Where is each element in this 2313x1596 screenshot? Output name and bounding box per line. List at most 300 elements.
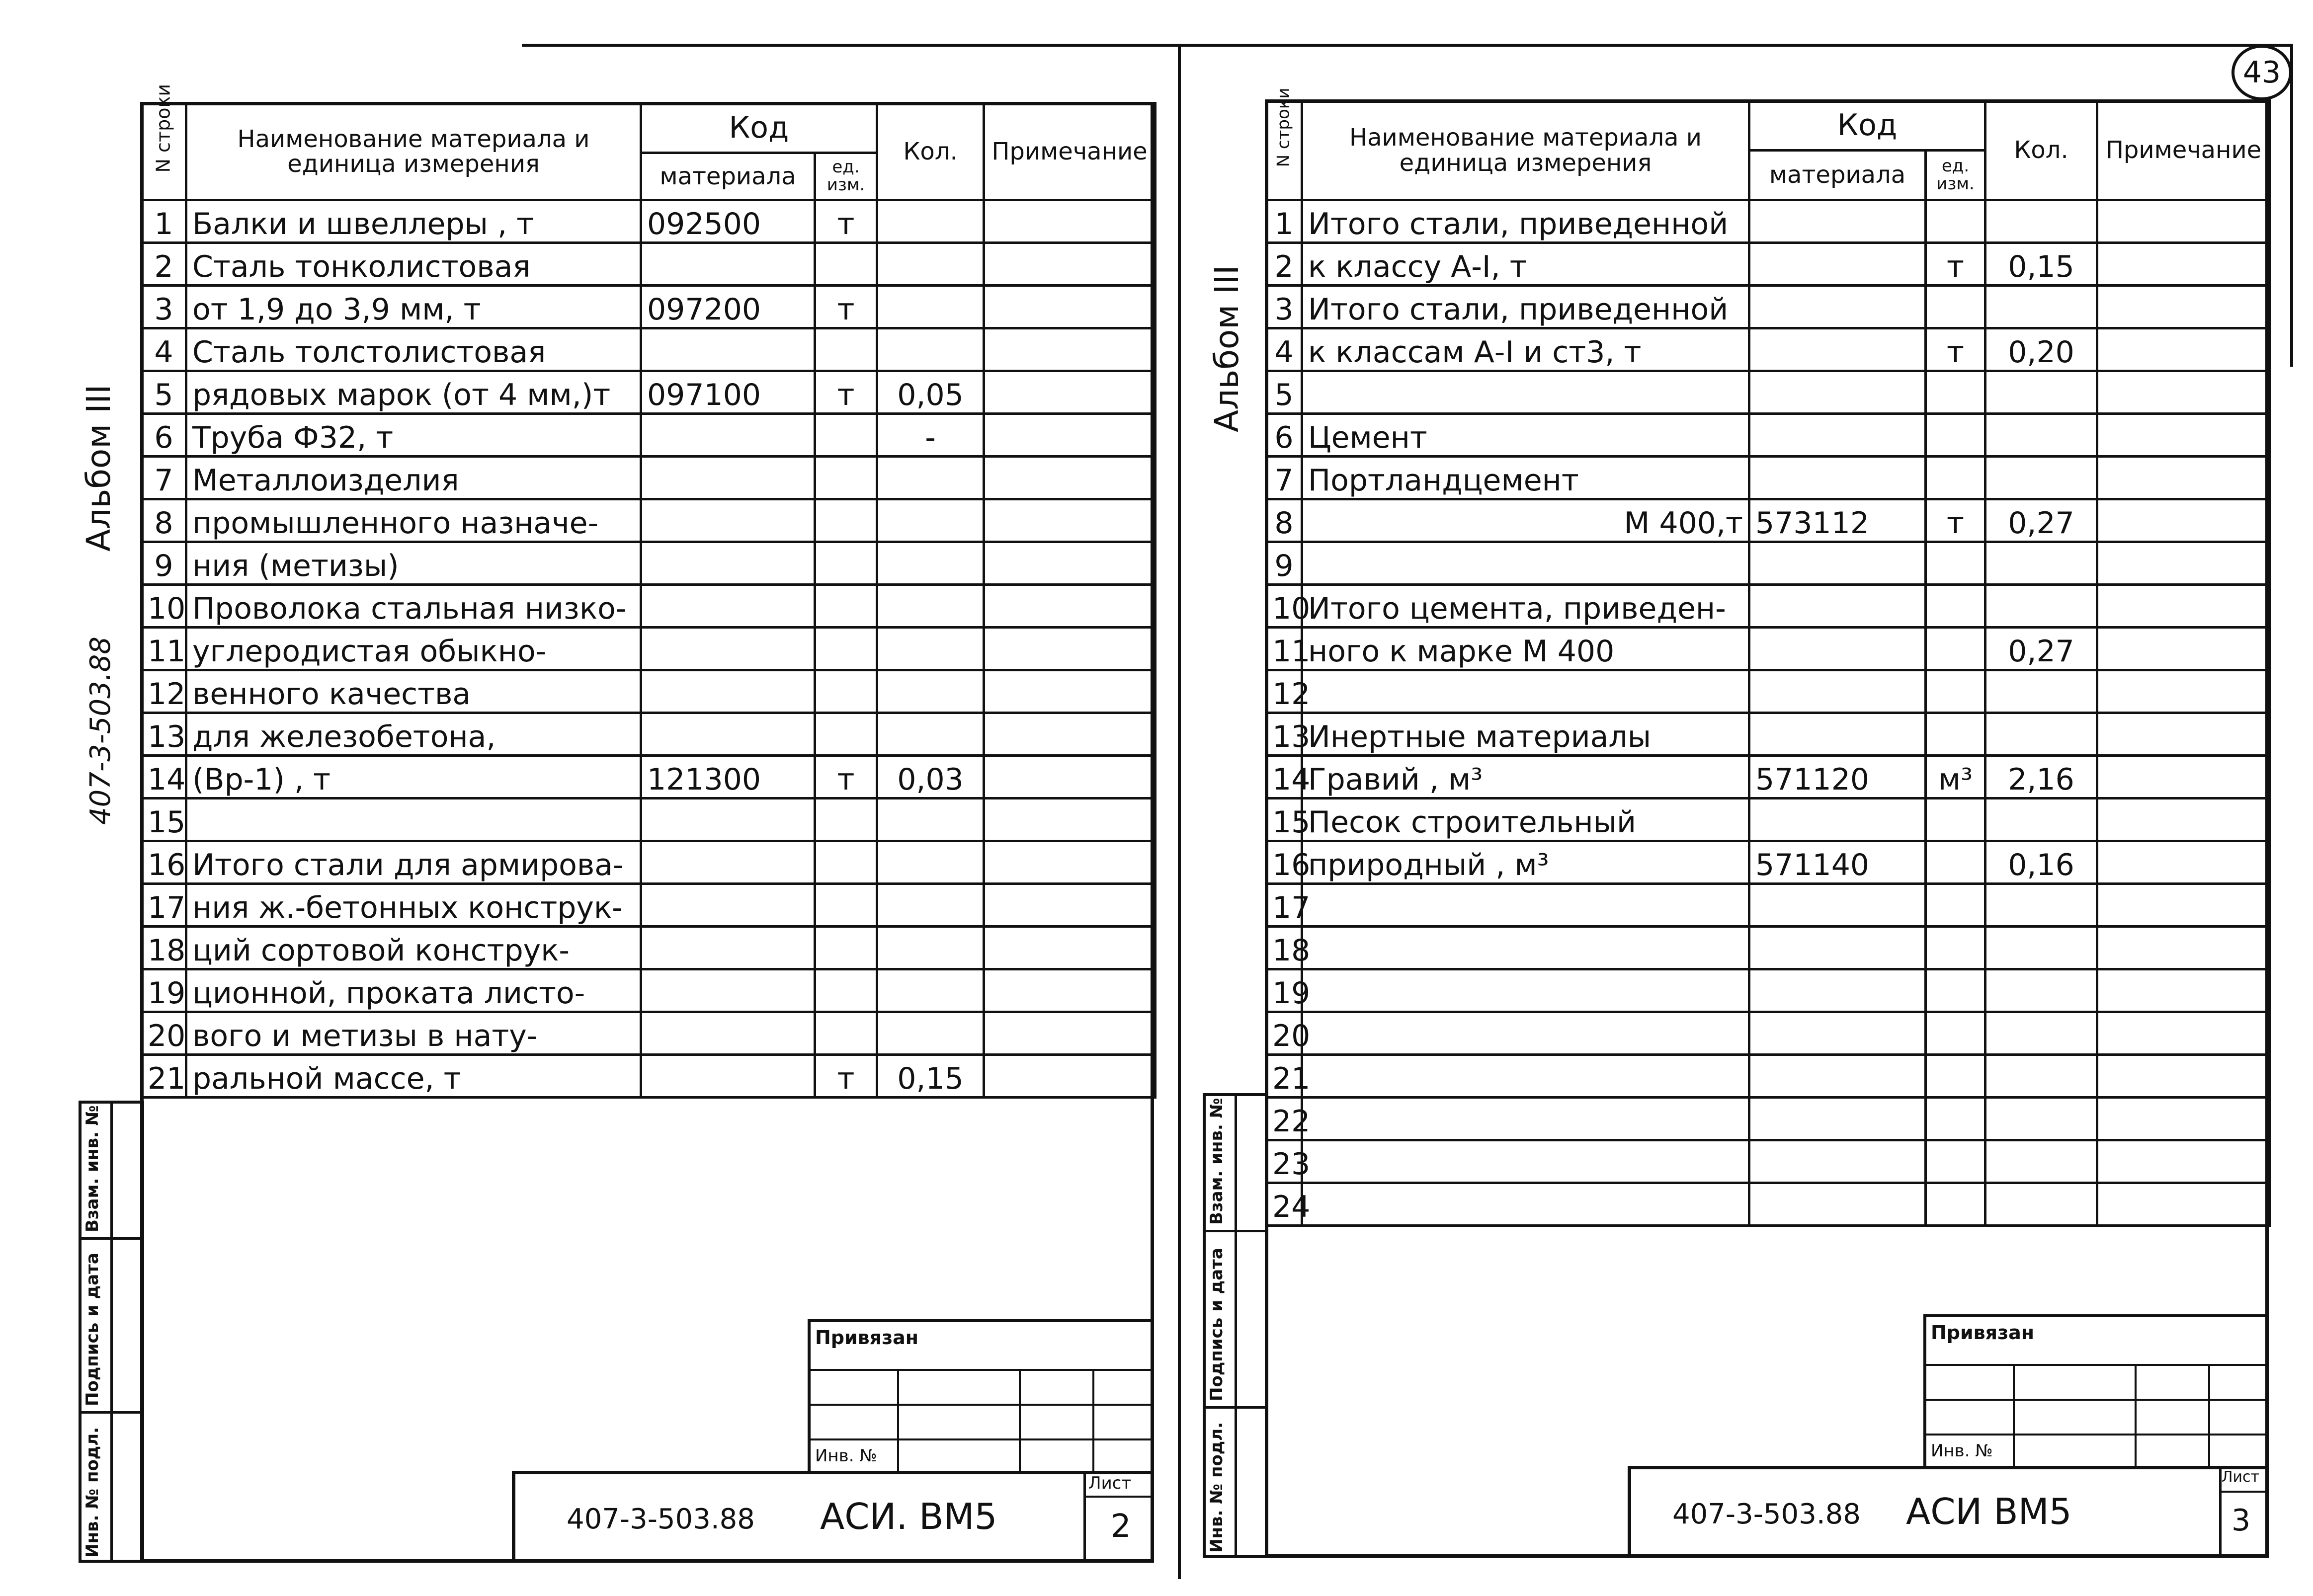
left-header-note: Примечание [984, 103, 1156, 200]
unit-cell [1926, 1012, 1985, 1055]
material-name-cell: Инертные материалы [1302, 713, 1749, 756]
note-cell [2097, 1098, 2270, 1140]
table-row [142, 200, 1156, 243]
row-number-cell: 20 [142, 1012, 186, 1055]
quantity-cell [1985, 969, 2097, 1012]
quantity-cell [1985, 713, 2097, 756]
note-cell [2097, 927, 2270, 969]
unit-cell [815, 1012, 877, 1055]
material-code-cell [641, 884, 815, 927]
material-code-cell: 097200 [641, 286, 815, 328]
left-stamp [512, 1319, 1154, 1563]
row-number-cell: 8 [1266, 499, 1302, 542]
material-name-cell: М 400,т [1302, 499, 1749, 542]
right-stamp-podpis: Подпись и дата [1207, 1248, 1227, 1401]
right-table-body [1266, 200, 2270, 1226]
quantity-cell [877, 713, 984, 756]
left-spec-table [140, 83, 1156, 1099]
note-cell [2097, 969, 2270, 1012]
row-number-cell: 3 [1266, 286, 1302, 328]
note-cell [2097, 841, 2270, 884]
material-code-cell [641, 670, 815, 713]
left-stamp-privyazan: Привязан [815, 1327, 919, 1349]
table-row [1266, 328, 2270, 371]
left-header-material: материала [641, 153, 815, 200]
unit-cell [815, 628, 877, 670]
left-header-code: Код [641, 103, 877, 153]
quantity-cell: - [877, 414, 984, 457]
right-stamp-mark: АСИ ВМ5 [1906, 1491, 2072, 1532]
left-stamp-inv-no: Инв. № [815, 1446, 877, 1466]
quantity-cell [877, 542, 984, 585]
table-row [1266, 1098, 2270, 1140]
material-name-cell [1302, 1012, 1749, 1055]
material-name-cell [1302, 542, 1749, 585]
row-number-cell: 1 [1266, 200, 1302, 243]
right-spec-table [1265, 87, 2271, 1227]
unit-cell [1926, 542, 1985, 585]
note-cell [2097, 628, 2270, 670]
row-number-cell: 7 [142, 457, 186, 499]
material-code-cell [641, 542, 815, 585]
table-row [1266, 243, 2270, 286]
row-number-cell: 8 [142, 499, 186, 542]
quantity-cell: 2,16 [1985, 756, 2097, 798]
material-name-cell: Итого стали, приведенной [1302, 200, 1749, 243]
material-code-cell [641, 499, 815, 542]
quantity-cell [877, 328, 984, 371]
unit-cell [1926, 457, 1985, 499]
quantity-cell: 0,27 [1985, 499, 2097, 542]
note-cell [984, 927, 1156, 969]
material-code-cell [641, 927, 815, 969]
quantity-cell [1985, 670, 2097, 713]
row-number-cell: 14 [142, 756, 186, 798]
right-header-row-no: N строки [1266, 101, 1302, 200]
table-row [142, 670, 1156, 713]
material-code-cell [1749, 670, 1926, 713]
row-number-cell: 13 [142, 713, 186, 756]
note-cell [984, 798, 1156, 841]
table-row [142, 1012, 1156, 1055]
right-album-label: Альбом III [1208, 265, 1246, 432]
unit-cell [1926, 841, 1985, 884]
note-cell [984, 542, 1156, 585]
material-code-cell [1749, 243, 1926, 286]
quantity-cell [1985, 457, 2097, 499]
row-number-cell: 15 [142, 798, 186, 841]
material-code-cell [1749, 628, 1926, 670]
material-code-cell [641, 713, 815, 756]
material-name-cell [1302, 927, 1749, 969]
note-cell [2097, 756, 2270, 798]
material-name-cell: Металлоизделия [186, 457, 641, 499]
note-cell [984, 841, 1156, 884]
unit-cell: т [815, 200, 877, 243]
material-name-cell: для железобетона, [186, 713, 641, 756]
row-number-cell: 17 [142, 884, 186, 927]
note-cell [984, 1012, 1156, 1055]
material-code-cell [1749, 414, 1926, 457]
table-row [1266, 884, 2270, 927]
quantity-cell [1985, 1098, 2097, 1140]
unit-cell [1926, 1140, 1985, 1183]
note-cell [2097, 1183, 2270, 1226]
right-stamp-list: 3 [2231, 1503, 2251, 1538]
note-cell [984, 1055, 1156, 1098]
quantity-cell [1985, 371, 2097, 414]
quantity-cell [877, 286, 984, 328]
material-name-cell: рядовых марок (от 4 мм,)т [186, 371, 641, 414]
unit-cell: т [815, 1055, 877, 1098]
row-number-cell: 16 [1266, 841, 1302, 884]
table-row [142, 542, 1156, 585]
row-number-cell: 12 [142, 670, 186, 713]
note-cell [984, 884, 1156, 927]
right-header-qty: Кол. [1985, 101, 2097, 200]
material-name-cell: промышленного назначе- [186, 499, 641, 542]
row-number-cell: 18 [1266, 927, 1302, 969]
quantity-cell [877, 457, 984, 499]
note-cell [2097, 499, 2270, 542]
right-header-note: Примечание [2097, 101, 2270, 200]
quantity-cell [1985, 542, 2097, 585]
row-number-cell: 13 [1266, 713, 1302, 756]
row-number-cell: 4 [1266, 328, 1302, 371]
material-code-cell [641, 969, 815, 1012]
quantity-cell [877, 243, 984, 286]
material-code-cell: 573112 [1749, 499, 1926, 542]
note-cell [984, 628, 1156, 670]
quantity-cell [1985, 200, 2097, 243]
row-number-cell: 4 [142, 328, 186, 371]
left-stamp-doc-number: 407-3-503.88 [567, 1503, 755, 1535]
quantity-cell: 0,27 [1985, 628, 2097, 670]
row-number-cell: 21 [1266, 1055, 1302, 1098]
unit-cell [815, 713, 877, 756]
material-name-cell: венного качества [186, 670, 641, 713]
material-code-cell: 121300 [641, 756, 815, 798]
material-name-cell: Цемент [1302, 414, 1749, 457]
material-name-cell: Сталь толстолистовая [186, 328, 641, 371]
material-name-cell: Песок строительный [1302, 798, 1749, 841]
table-row [1266, 371, 2270, 414]
unit-cell: т [815, 286, 877, 328]
quantity-cell [1985, 1012, 2097, 1055]
right-header-unit: ед. изм. [1926, 151, 1985, 200]
unit-cell [815, 328, 877, 371]
table-row [142, 1055, 1156, 1098]
material-code-cell: 097100 [641, 371, 815, 414]
material-name-cell: ционной, проката листо- [186, 969, 641, 1012]
note-cell [2097, 1055, 2270, 1098]
table-row [1266, 499, 2270, 542]
table-row [1266, 756, 2270, 798]
table-row [142, 798, 1156, 841]
unit-cell [815, 798, 877, 841]
material-name-cell [1302, 1183, 1749, 1226]
material-name-cell: Итого стали, приведенной [1302, 286, 1749, 328]
note-cell [2097, 286, 2270, 328]
material-name-cell: природный , м³ [1302, 841, 1749, 884]
material-name-cell: (Вр-1) , т [186, 756, 641, 798]
quantity-cell [877, 1012, 984, 1055]
quantity-cell [877, 969, 984, 1012]
row-number-cell: 10 [1266, 585, 1302, 628]
material-name-cell: ральной массе, т [186, 1055, 641, 1098]
table-row [142, 713, 1156, 756]
unit-cell [815, 670, 877, 713]
row-number-cell: 21 [142, 1055, 186, 1098]
left-table-body [142, 200, 1156, 1098]
material-code-cell [1749, 1098, 1926, 1140]
row-number-cell: 18 [142, 927, 186, 969]
left-stamp-vzam: Взам. инв. № [83, 1105, 102, 1232]
material-name-cell: ного к марке М 400 [1302, 628, 1749, 670]
left-stamp-podpis: Подпись и дата [83, 1253, 102, 1406]
table-row [142, 243, 1156, 286]
left-header-row-no: N строки [142, 103, 186, 200]
table-row [142, 371, 1156, 414]
row-number-cell: 10 [142, 585, 186, 628]
quantity-cell [877, 585, 984, 628]
note-cell [2097, 200, 2270, 243]
unit-cell [1926, 371, 1985, 414]
note-cell [2097, 414, 2270, 457]
unit-cell [815, 542, 877, 585]
material-code-cell [1749, 884, 1926, 927]
note-cell [2097, 713, 2270, 756]
right-stamp-privyazan: Привязан [1931, 1322, 2035, 1344]
quantity-cell [877, 927, 984, 969]
row-number-cell: 11 [1266, 628, 1302, 670]
quantity-cell [1985, 884, 2097, 927]
unit-cell [815, 927, 877, 969]
row-number-cell: 9 [142, 542, 186, 585]
material-name-cell [1302, 1098, 1749, 1140]
quantity-cell: 0,15 [1985, 243, 2097, 286]
top-border-line [522, 44, 2291, 47]
table-row [142, 328, 1156, 371]
note-cell [2097, 328, 2270, 371]
left-stamp-list: 2 [1111, 1508, 1131, 1545]
right-stamp-doc-number: 407-3-503.88 [1672, 1498, 1861, 1530]
note-cell [2097, 457, 2270, 499]
quantity-cell [1985, 1140, 2097, 1183]
note-cell [984, 243, 1156, 286]
table-row [1266, 585, 2270, 628]
row-number-cell: 23 [1266, 1140, 1302, 1183]
material-code-cell [1749, 713, 1926, 756]
unit-cell [1926, 713, 1985, 756]
row-number-cell: 14 [1266, 756, 1302, 798]
right-stamp [1628, 1314, 2269, 1558]
table-row [1266, 628, 2270, 670]
note-cell [984, 969, 1156, 1012]
material-code-cell [641, 798, 815, 841]
table-row [1266, 927, 2270, 969]
row-number-cell: 6 [142, 414, 186, 457]
material-name-cell: от 1,9 до 3,9 мм, т [186, 286, 641, 328]
note-cell [2097, 1140, 2270, 1183]
left-header-qty: Кол. [877, 103, 984, 200]
unit-cell [1926, 969, 1985, 1012]
material-code-cell [641, 628, 815, 670]
table-row [142, 927, 1156, 969]
note-cell [2097, 884, 2270, 927]
quantity-cell [1985, 1055, 2097, 1098]
material-name-cell: Портландцемент [1302, 457, 1749, 499]
material-name-cell [1302, 670, 1749, 713]
table-row [142, 756, 1156, 798]
material-code-cell [1749, 542, 1926, 585]
table-row [1266, 1183, 2270, 1226]
row-number-cell: 3 [142, 286, 186, 328]
unit-cell [1926, 927, 1985, 969]
unit-cell [1926, 286, 1985, 328]
unit-cell [1926, 585, 1985, 628]
unit-cell: т [1926, 328, 1985, 371]
quantity-cell: 0,15 [877, 1055, 984, 1098]
material-code-cell [641, 457, 815, 499]
row-number-cell: 7 [1266, 457, 1302, 499]
unit-cell [1926, 414, 1985, 457]
row-number-cell: 11 [142, 628, 186, 670]
material-code-cell [1749, 371, 1926, 414]
right-header-code: Код [1749, 101, 1985, 151]
material-code-cell [1749, 585, 1926, 628]
material-code-cell [641, 243, 815, 286]
quantity-cell [877, 841, 984, 884]
table-row [1266, 1012, 2270, 1055]
row-number-cell: 5 [1266, 371, 1302, 414]
material-code-cell [1749, 1055, 1926, 1098]
left-album-label: Альбом III [80, 384, 118, 552]
quantity-cell [877, 670, 984, 713]
note-cell [984, 457, 1156, 499]
unit-cell [1926, 200, 1985, 243]
table-row [142, 969, 1156, 1012]
material-name-cell: вого и метизы в нату- [186, 1012, 641, 1055]
row-number-cell: 6 [1266, 414, 1302, 457]
row-number-cell: 24 [1266, 1183, 1302, 1226]
right-stamp-list-label: Лист [2222, 1468, 2260, 1486]
quantity-cell [1985, 1183, 2097, 1226]
left-stamp-list-label: Лист [1088, 1473, 1132, 1493]
unit-cell [815, 884, 877, 927]
material-code-cell [641, 585, 815, 628]
material-code-cell [641, 328, 815, 371]
material-name-cell [1302, 1140, 1749, 1183]
material-name-cell: Балки и швеллеры , т [186, 200, 641, 243]
table-row [1266, 1055, 2270, 1098]
note-cell [2097, 371, 2270, 414]
table-row [142, 585, 1156, 628]
row-number-cell: 22 [1266, 1098, 1302, 1140]
material-name-cell [1302, 969, 1749, 1012]
unit-cell: т [1926, 243, 1985, 286]
table-row [142, 286, 1156, 328]
note-cell [984, 328, 1156, 371]
material-code-cell [1749, 1012, 1926, 1055]
table-row [1266, 841, 2270, 884]
material-name-cell: Гравий , м³ [1302, 756, 1749, 798]
table-row [1266, 200, 2270, 243]
left-stamp-inv-podl: Инв. № подл. [83, 1427, 102, 1558]
quantity-cell [1985, 414, 2097, 457]
quantity-cell [877, 798, 984, 841]
unit-cell: т [815, 756, 877, 798]
material-code-cell: 571140 [1749, 841, 1926, 884]
quantity-cell [877, 884, 984, 927]
row-number-cell: 19 [1266, 969, 1302, 1012]
material-code-cell [641, 414, 815, 457]
material-name-cell: Проволока стальная низко- [186, 585, 641, 628]
row-number-cell: 20 [1266, 1012, 1302, 1055]
material-name-cell: углеродистая обыкно- [186, 628, 641, 670]
center-fold-line [1178, 44, 1181, 1579]
quantity-cell [1985, 286, 2097, 328]
material-name-cell [1302, 884, 1749, 927]
table-row [1266, 969, 2270, 1012]
material-code-cell [1749, 798, 1926, 841]
right-stamp-vzam: Взам. инв. № [1207, 1098, 1227, 1225]
note-cell [2097, 670, 2270, 713]
quantity-cell: 0,16 [1985, 841, 2097, 884]
material-code-cell [641, 1012, 815, 1055]
note-cell [984, 585, 1156, 628]
quantity-cell [1985, 927, 2097, 969]
unit-cell [1926, 1055, 1985, 1098]
unit-cell [1926, 1183, 1985, 1226]
right-stamp-inv-no: Инв. № [1931, 1441, 1993, 1461]
note-cell [984, 200, 1156, 243]
table-row [1266, 1140, 2270, 1183]
unit-cell: т [1926, 499, 1985, 542]
note-cell [2097, 1012, 2270, 1055]
table-row [1266, 713, 2270, 756]
row-number-cell: 1 [142, 200, 186, 243]
material-name-cell: ния ж.-бетонных конструк- [186, 884, 641, 927]
material-name-cell: Сталь тонколистовая [186, 243, 641, 286]
note-cell [984, 670, 1156, 713]
material-code-cell [1749, 286, 1926, 328]
left-header-unit: ед. изм. [815, 153, 877, 200]
right-stamp-inv-podl: Инв. № подл. [1207, 1422, 1227, 1553]
left-header-name: Наименование материала и единица измерения [186, 103, 641, 200]
material-name-cell [186, 798, 641, 841]
row-number-cell: 2 [142, 243, 186, 286]
table-row [1266, 414, 2270, 457]
row-number-cell: 19 [142, 969, 186, 1012]
material-name-cell: к классу А-I, т [1302, 243, 1749, 286]
unit-cell [1926, 798, 1985, 841]
quantity-cell [1985, 585, 2097, 628]
unit-cell [815, 243, 877, 286]
note-cell [984, 371, 1156, 414]
table-row [142, 841, 1156, 884]
right-header-name: Наименование материала и единица измерения [1302, 101, 1749, 200]
unit-cell [815, 585, 877, 628]
table-row [1266, 670, 2270, 713]
material-code-cell [1749, 969, 1926, 1012]
note-cell [984, 286, 1156, 328]
table-row [142, 884, 1156, 927]
unit-cell [815, 457, 877, 499]
material-code-cell [1749, 457, 1926, 499]
left-stamp-mark: АСИ. ВМ5 [820, 1496, 997, 1537]
row-number-cell: 9 [1266, 542, 1302, 585]
